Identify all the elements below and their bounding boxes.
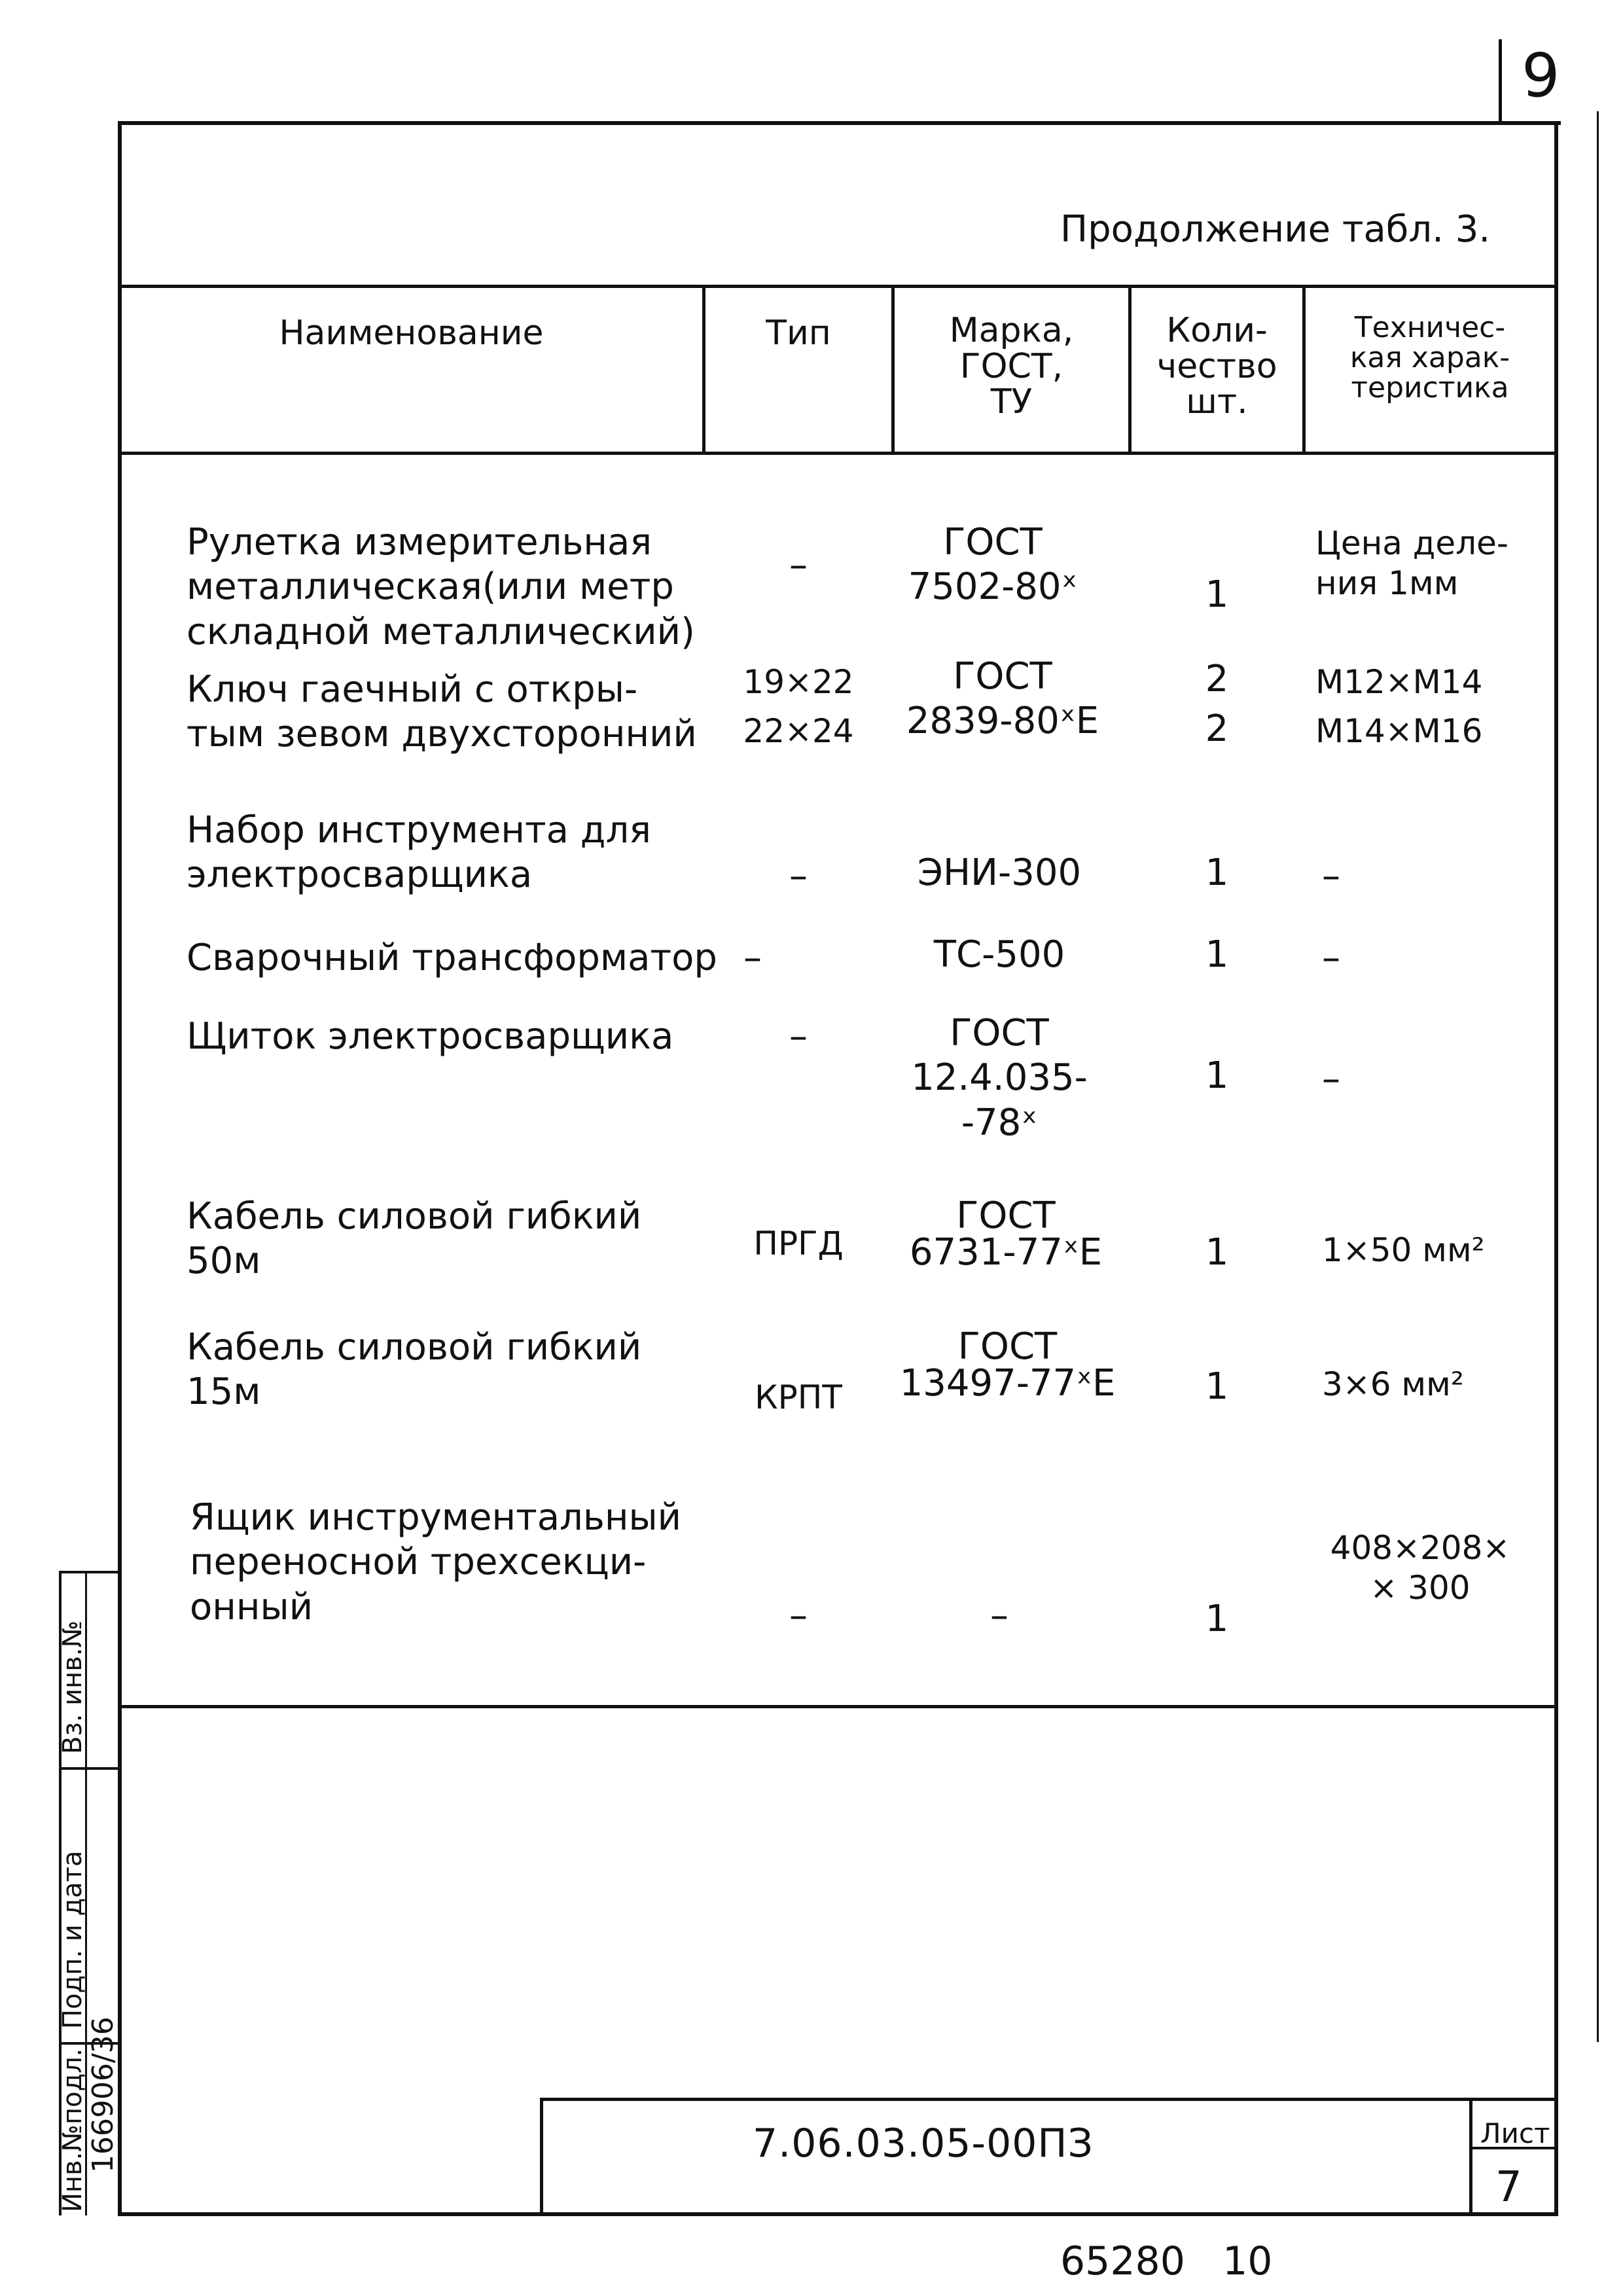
side-podp-data: Подп. и дата: [58, 1850, 88, 2029]
row-4-characteristics: –: [1322, 937, 1340, 979]
table-bottom-line: [118, 1705, 1558, 1708]
table-header-bottom: [118, 452, 1558, 455]
sheet-label: Лист: [1480, 2117, 1550, 2149]
frame-bottom: [118, 2212, 1558, 2216]
header-name: Наименование: [279, 314, 544, 353]
row-1-mark: ГОСТ 7502-80ˣ: [908, 521, 1078, 609]
header-type: Тип: [766, 314, 831, 353]
bottom-numbers: 65280 10: [1060, 2238, 1273, 2284]
row-4-quantity: 1: [1205, 933, 1229, 976]
row-4-mark: ТС-500: [933, 933, 1065, 976]
stamp-left: [540, 2098, 543, 2215]
side-inv-podl: Инв.№подл.: [58, 2048, 88, 2212]
row-3-name: Набор инструмента для электросварщика: [187, 809, 651, 897]
col-divider-1: [702, 285, 705, 454]
frame-top: [118, 121, 1561, 125]
side-box-top: [59, 1571, 121, 1573]
side-vz-inv: Вз. инв.№: [58, 1620, 88, 1754]
row-2-type: 19×22 22×24: [743, 663, 854, 750]
row-1-name: Рулетка измерительная металлическая(или метр складной металлический): [187, 521, 695, 653]
row-5-type: –: [789, 1015, 808, 1058]
row-7-quantity: 1: [1205, 1365, 1229, 1408]
document-code: 7.06.03.05-00ПЗ: [753, 2121, 1094, 2166]
sheet-number: 7: [1495, 2163, 1522, 2212]
row-2-name: Ключ гаечный с откры- тым зевом двухсторонний: [187, 668, 697, 756]
row-5-mark: ГОСТ 12.4.035- -78ˣ: [911, 1012, 1088, 1144]
row-4-type: –: [743, 937, 762, 979]
row-5-name: Щиток электросварщика: [187, 1015, 674, 1058]
page-number-separator: [1499, 39, 1502, 124]
row-8-type: –: [789, 1594, 808, 1637]
row-3-mark: ЭНИ-300: [917, 852, 1082, 894]
row-2-mark: ГОСТ 2839-80ˣЕ: [906, 655, 1099, 743]
table-caption: Продолжение табл. 3.: [1060, 208, 1491, 251]
row-3-quantity: 1: [1205, 852, 1229, 894]
row-7-characteristics: 3×6 мм²: [1322, 1365, 1464, 1403]
row-6-name: Кабель силовой гибкий 50м: [187, 1195, 642, 1283]
row-3-type: –: [789, 855, 808, 897]
row-8-quantity: 1: [1205, 1598, 1229, 1640]
header-mark: Марка, ГОСТ, ТУ: [949, 311, 1074, 422]
side-divider-1: [59, 1767, 121, 1770]
frame-right: [1554, 121, 1558, 2215]
row-8-mark: –: [990, 1594, 1008, 1637]
row-8-characteristics: 408×208× × 300: [1330, 1529, 1510, 1607]
row-6-mark: ГОСТ 6731-77ˣЕ: [909, 1194, 1103, 1274]
stamp-top: [540, 2098, 1558, 2101]
header-characteristics: Техничес- кая харак- теристика: [1349, 311, 1510, 405]
row-6-quantity: 1: [1205, 1231, 1229, 1274]
header-quantity: Коли- чество шт.: [1156, 311, 1277, 422]
table-header-top: [118, 285, 1558, 288]
stamp-sheet-divider: [1469, 2098, 1472, 2215]
page-number: 9: [1522, 41, 1560, 111]
row-1-quantity: 1: [1205, 573, 1229, 616]
row-3-characteristics: –: [1322, 855, 1340, 897]
row-2-characteristics: М12×М14 М14×М16: [1315, 663, 1483, 750]
row-5-characteristics: –: [1322, 1058, 1340, 1100]
row-1-characteristics: Цена деле- ния 1мм: [1315, 524, 1508, 602]
row-2-quantity: 2 2: [1205, 658, 1229, 750]
frame-left: [118, 121, 122, 2215]
row-6-type: ПРГД: [753, 1225, 844, 1263]
row-7-name: Кабель силовой гибкий 15м: [187, 1326, 642, 1414]
row-7-mark: ГОСТ 13497-77ˣЕ: [899, 1325, 1116, 1405]
row-7-type: КРПТ: [755, 1378, 842, 1416]
outer-right-line: [1597, 111, 1599, 2042]
row-6-characteristics: 1×50 мм²: [1322, 1231, 1485, 1269]
row-5-quantity: 1: [1205, 1054, 1229, 1097]
row-1-type: –: [789, 544, 808, 586]
row-8-name: Ящик инструментальный переносной трехсекци- онный: [190, 1496, 682, 1628]
row-4-name: Сварочный трансформатор: [187, 937, 717, 979]
side-inv-value: 166906/36: [86, 2017, 120, 2173]
